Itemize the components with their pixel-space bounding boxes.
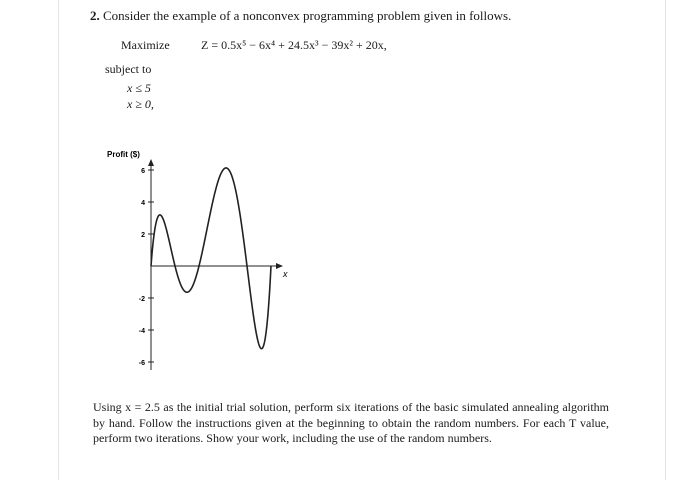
- y-ticks: [139, 168, 154, 367]
- x-axis-label: x: [283, 269, 288, 279]
- instructions-paragraph: Using x = 2.5 as the initial trial solution, perform six iterations of the basic simulated annealing algorithm by hand. Follow the instructions given at the beginning to obtain the random numbers. For each T value, perform two iterations. Show your work, including the use of the random numbers.: [93, 400, 609, 446]
- y-tick-label: -6: [138, 360, 145, 367]
- y-tick-label: 4: [141, 200, 145, 207]
- y-tick-label: 2: [141, 232, 145, 239]
- objective-function: Z = 0.5x⁵ − 6x⁴ + 24.5x³ − 39x² + 20x,: [201, 38, 387, 52]
- y-axis-arrow: [148, 159, 154, 166]
- y-tick-label: -4: [138, 328, 145, 335]
- subject-to-label: subject to: [105, 62, 152, 76]
- profit-curve: [151, 168, 271, 349]
- y-tick-label: 6: [141, 168, 145, 175]
- constraint-upper: x ≤ 5: [127, 81, 151, 95]
- document-page: [58, 0, 666, 480]
- y-tick-label: -2: [138, 296, 145, 303]
- constraint-lower: x ≥ 0,: [127, 97, 154, 111]
- question-text: Consider the example of a nonconvex programming problem given in follows.: [103, 8, 512, 23]
- profit-chart: [97, 145, 297, 385]
- maximize-label: Maximize: [121, 38, 170, 52]
- y-axis-label: Profit ($): [107, 150, 140, 159]
- x-axis-arrow: [276, 263, 283, 269]
- question-number: 2.: [90, 8, 100, 23]
- question-title: [90, 8, 511, 24]
